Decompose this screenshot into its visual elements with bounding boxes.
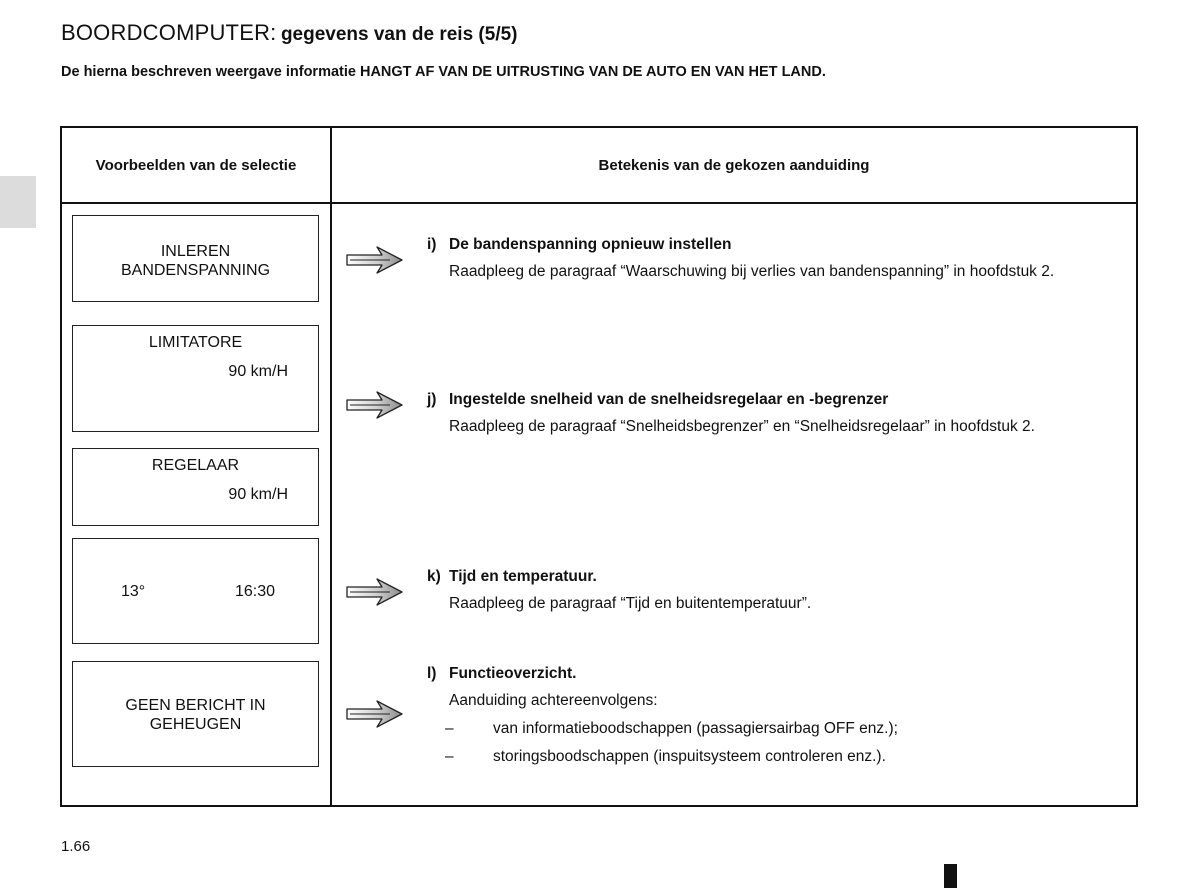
item-heading-text: Tijd en temperatuur. bbox=[449, 568, 597, 585]
display-box-tyre-pressure bbox=[72, 215, 319, 302]
display-speed-value: 90 km/H bbox=[228, 486, 288, 503]
display-line-1: INLEREN bbox=[160, 243, 231, 260]
item-heading-text: De bandenspanning opnieuw instellen bbox=[449, 236, 732, 253]
item-heading bbox=[427, 236, 1054, 254]
display-line-1: GEEN BERICHT IN bbox=[125, 697, 266, 714]
item-l bbox=[427, 665, 898, 766]
item-heading bbox=[427, 391, 1035, 409]
list-item-text: van informatieboodschappen (passagiersairbag OFF enz.); bbox=[493, 720, 898, 737]
item-letter: j) bbox=[427, 391, 437, 408]
display-box-regulator bbox=[72, 448, 319, 526]
item-i bbox=[427, 236, 1054, 281]
display-line-1: LIMITATORE bbox=[148, 334, 243, 351]
item-heading bbox=[427, 665, 898, 683]
display-speed-value: 90 km/H bbox=[228, 363, 288, 380]
header-left: Voorbeelden van de selectie bbox=[95, 156, 297, 174]
list-item-text: storingsboodschappen (inspuitsysteem controleren enz.). bbox=[493, 748, 886, 765]
header-divider bbox=[62, 202, 1136, 204]
arrow-right-icon bbox=[346, 699, 404, 729]
item-heading-text: Ingestelde snelheid van de snelheidsregelaar en -begrenzer bbox=[449, 391, 889, 408]
list-item bbox=[445, 720, 898, 738]
item-body: Raadpleeg de paragraaf “Waarschuwing bij verlies van bandenspanning” in hoofdstuk 2. bbox=[449, 263, 1055, 280]
header-right: Betekenis van de gekozen aanduiding bbox=[598, 156, 870, 174]
item-letter: i) bbox=[427, 236, 437, 253]
arrow-right-icon bbox=[346, 390, 404, 420]
page-title bbox=[61, 20, 518, 46]
item-body: Raadpleeg de paragraaf “Tijd en buitentemperatuur”. bbox=[449, 595, 812, 612]
item-k bbox=[427, 568, 811, 613]
item-j bbox=[427, 391, 1035, 436]
item-body: Aanduiding achtereenvolgens: bbox=[449, 692, 658, 709]
arrow-right-icon bbox=[346, 577, 404, 607]
intro-note: De hierna beschreven weergave informatie HANGT AF VAN DE UITRUSTING VAN DE AUTO EN VAN HET LAND. bbox=[61, 64, 826, 80]
display-box-memory bbox=[72, 661, 319, 767]
chapter-tab-marker bbox=[0, 176, 36, 228]
page-number: 1.66 bbox=[61, 838, 91, 855]
title-sub: gegevens van de reis (5/5) bbox=[280, 24, 518, 45]
dash-bullet: – bbox=[445, 720, 454, 737]
title-main: BOORDCOMPUTER: bbox=[61, 20, 277, 45]
item-letter: l) bbox=[427, 665, 437, 682]
arrow-right-icon bbox=[346, 245, 404, 275]
item-body: Raadpleeg de paragraaf “Snelheidsbegrenzer” en “Snelheidsregelaar” in hoofdstuk 2. bbox=[449, 418, 1035, 435]
display-box-limiter bbox=[72, 325, 319, 432]
page-edge-mark bbox=[944, 864, 957, 888]
item-heading-text: Functieoverzicht. bbox=[449, 665, 577, 682]
item-heading bbox=[427, 568, 811, 586]
display-line-2: BANDENSPANNING bbox=[120, 262, 271, 279]
display-line-1: REGELAAR bbox=[151, 457, 240, 474]
display-line-2: GEHEUGEN bbox=[149, 716, 242, 733]
display-box-clock bbox=[72, 538, 319, 644]
item-letter: k) bbox=[427, 568, 441, 585]
column-divider bbox=[330, 128, 332, 805]
dash-bullet: – bbox=[445, 748, 454, 765]
list-item bbox=[445, 748, 898, 766]
display-temperature: 13° bbox=[121, 583, 146, 600]
display-time: 16:30 bbox=[235, 583, 276, 600]
